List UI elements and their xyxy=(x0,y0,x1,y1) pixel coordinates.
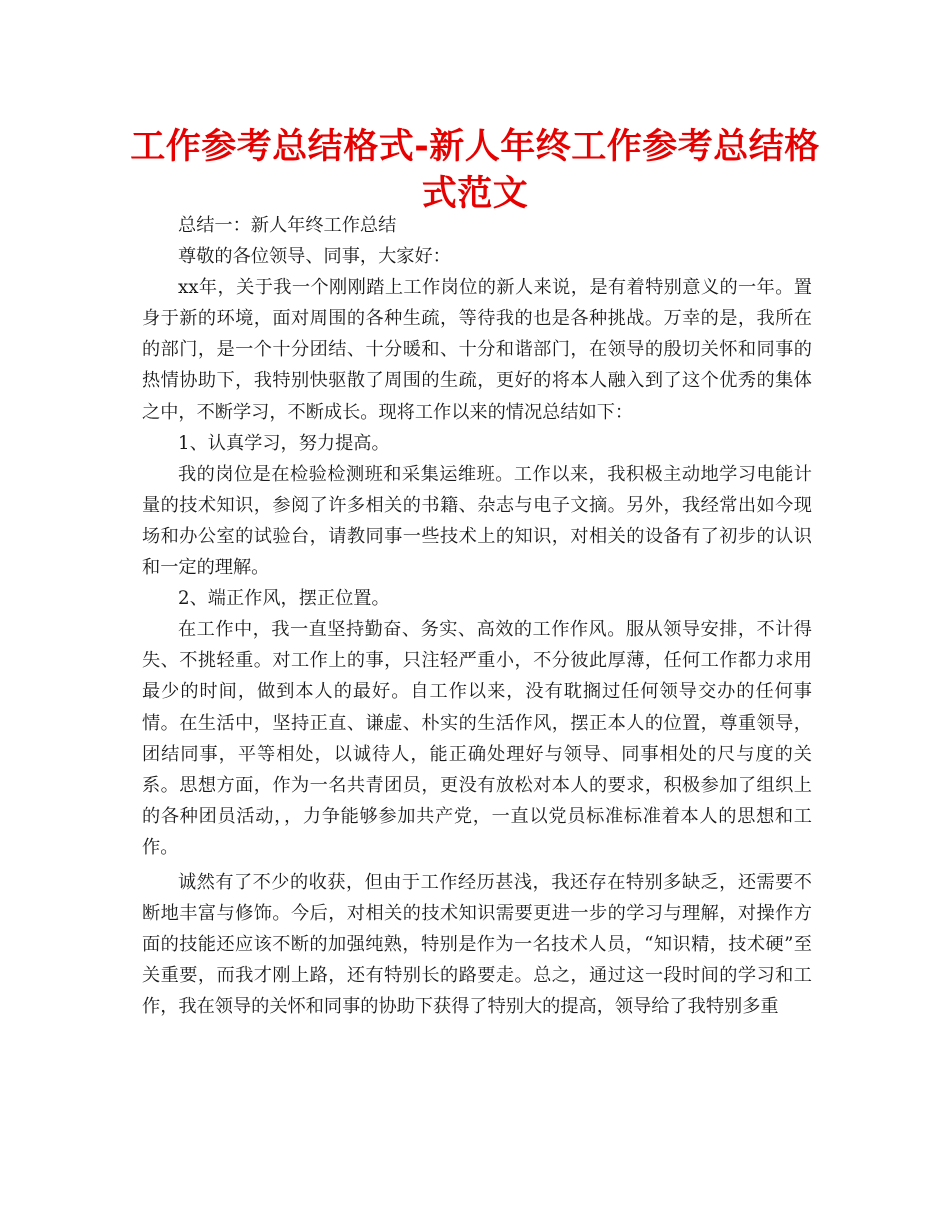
paragraph-summary-heading: 总结一：新人年终工作总结 xyxy=(178,215,397,236)
paragraph-shortcomings: 诚然有了不少的收获，但由于工作经历甚浅，我还存在特别多缺乏，还需要不断地丰富与修饰。今后，对相关的技术知识需要更进一步的学习与理解，对操作方面的技能还应该不断的加强纯熟，特别是作为一名技术人员，“知识精，技术硬”至关重要，而我才刚上路，还有特别长的路要走。总之，通过这一段时间的学习和工作，我在领导的关怀和同事的协助下获得了特别大的提高，领导给了我特别多重 xyxy=(142,871,812,1018)
document-title: 工作参考总结格式-新人年终工作参考总结格式范文 xyxy=(130,127,820,214)
section-heading-attitude: 2、端正作风，摆正位置。 xyxy=(178,588,390,610)
paragraph-study: 我的岗位是在检验检测班和采集运维班。工作以来，我积极主动地学习电能计量的技术知识，参阅了许多相关的书籍、杂志与电子文摘。另外，我经常出如今现场和办公室的试验台，请教同事一些技术上的知识，对相关的设备有了初步的认识和一定的理解。 xyxy=(142,463,812,579)
paragraph-greeting: 尊敬的各位领导、同事，大家好： xyxy=(178,246,451,268)
paragraph-attitude: 在工作中，我一直坚持勤奋、务实、高效的工作作风。服从领导安排，不计得失、不挑轻重。对工作上的事，只注轻严重小，不分彼此厚薄，任何工作都力求用最少的时间，做到本人的最好。自工作以来，没有耽搁过任何领导交办的任何事情。在生活中，坚持正直、谦虚、朴实的生活作风，摆正本人的位置，尊重领导，团结同事，平等相处，以诚待人，能正确处理好与领导、同事相处的尺与度的关系。思想方面，作为一名共青团员，更没有放松对本人的要求，积极参加了组织上的各种团员活动，，力争能够参加共产党，一直以党员标准标准着本人的思想和工作。 xyxy=(142,619,812,858)
paragraph-intro: xx年，关于我一个刚刚踏上工作岗位的新人来说，是有着特别意义的一年。置身于新的环境，面对周围的各种生疏，等待我的也是各种挑战。万幸的是，我所在的部门，是一个十分团结、十分暖和、十分和谐部门，在领导的殷切关怀和同事的热情协助下，我特别快驱散了周围的生疏，更好的将本人融入到了这个优秀的集体之中，不断学习，不断成长。现将工作以来的情况总结如下： xyxy=(142,277,812,423)
section-heading-study: 1、认真学习，努力提高。 xyxy=(178,432,390,454)
document-body xyxy=(142,210,812,1022)
